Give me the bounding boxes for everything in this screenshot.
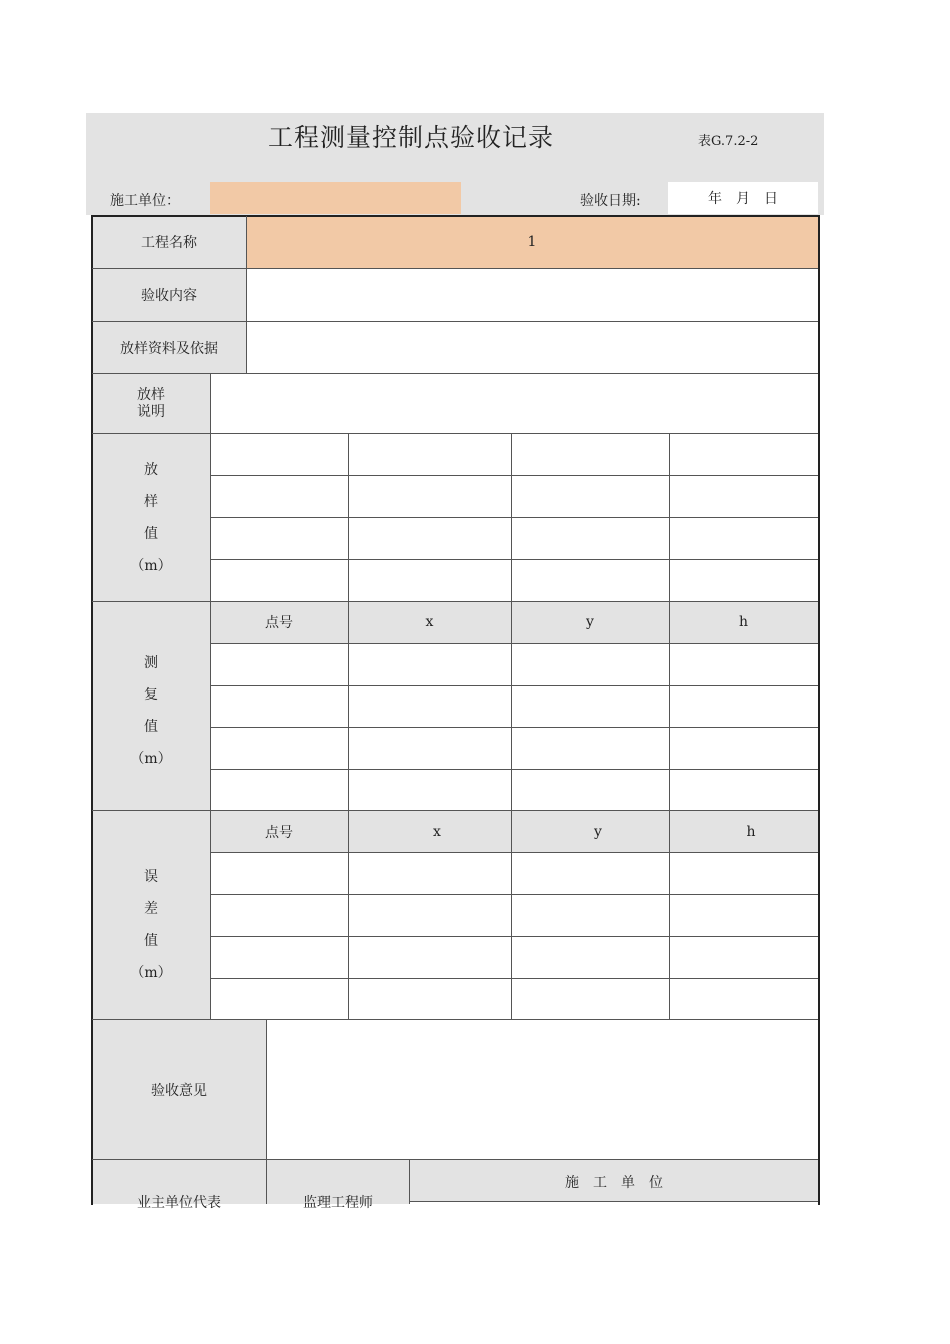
hline	[210, 727, 818, 728]
stakeout-values-label	[92, 434, 210, 601]
page-title: 工程测量控制点验收记录	[267, 123, 554, 152]
stakeout-note-label-line2: 说明	[137, 403, 165, 420]
check-col-point: 点号	[265, 615, 293, 631]
label-char: 值	[144, 525, 158, 542]
contractor-sign-label: 施 工 单 位	[565, 1175, 663, 1191]
label-char: 值	[144, 719, 158, 735]
label-char: 差	[144, 901, 158, 917]
project-name-label: 工程名称	[141, 235, 197, 251]
hline	[210, 936, 818, 937]
owner-rep-label: 业主单位代表	[137, 1195, 221, 1211]
hline	[210, 978, 818, 979]
basis-field[interactable]	[246, 322, 818, 373]
error-values-label	[92, 811, 210, 1019]
hline	[210, 517, 818, 518]
contractor-field[interactable]	[210, 182, 461, 214]
hline	[210, 685, 818, 686]
label-char: （m）	[130, 557, 172, 574]
label-char: 放	[144, 461, 158, 478]
label-char: 复	[144, 687, 158, 703]
check-col-h: h	[738, 614, 749, 630]
label-char: （m）	[130, 965, 172, 981]
content-field[interactable]	[246, 269, 818, 321]
error-col-x: x	[433, 823, 441, 840]
project-name-value[interactable]: 1	[527, 234, 537, 250]
vline	[511, 433, 512, 1020]
contractor-label: 施工单位：	[110, 193, 180, 209]
label-char: 测	[144, 655, 158, 671]
vline	[669, 433, 670, 1020]
basis-label: 放样资料及依据	[120, 340, 218, 357]
supervisor-label: 监理工程师	[303, 1195, 373, 1211]
signature-row	[92, 1160, 818, 1211]
hline	[210, 894, 818, 895]
check-col-y: y	[586, 614, 594, 630]
check-values-label	[92, 602, 210, 810]
hline	[210, 852, 818, 853]
hline	[210, 475, 818, 476]
label-char: 样	[144, 493, 158, 510]
check-col-x: x	[425, 614, 434, 630]
content-label: 验收内容	[141, 288, 197, 304]
hline	[210, 643, 818, 644]
opinion-label: 验收意见	[151, 1082, 207, 1099]
stakeout-note-label-line1: 放样	[137, 386, 165, 403]
form-number: 表G.7.2-2	[698, 134, 759, 149]
vline	[210, 374, 211, 1020]
label-char: 误	[144, 869, 158, 885]
label-char: 值	[144, 933, 158, 949]
error-col-y: y	[594, 823, 602, 840]
stakeout-note-field[interactable]	[211, 374, 818, 433]
vline	[348, 433, 349, 1020]
hline	[210, 769, 818, 770]
hline	[210, 559, 818, 560]
opinion-field[interactable]	[267, 1020, 818, 1159]
label-char: （m）	[130, 751, 172, 767]
date-label: 验收日期:	[580, 193, 641, 209]
stakeout-note-label	[92, 374, 210, 433]
error-col-h: h	[746, 823, 756, 840]
date-field[interactable]: 年 月 日	[668, 182, 818, 214]
error-col-point: 点号	[265, 824, 293, 841]
